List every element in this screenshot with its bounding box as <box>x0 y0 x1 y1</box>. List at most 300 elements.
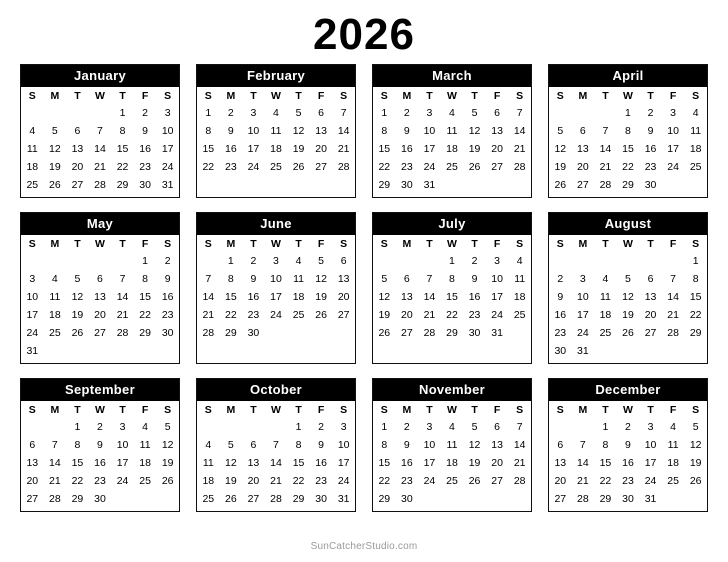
day-cell[interactable]: 5 <box>295 107 302 120</box>
day-cell[interactable]: 28 <box>270 493 282 506</box>
day-cell[interactable]: 20 <box>315 143 327 156</box>
day-cell[interactable]: 23 <box>247 309 260 322</box>
day-cell[interactable]: 10 <box>577 291 589 304</box>
day-cell[interactable]: 13 <box>644 291 657 304</box>
day-cell[interactable]: 16 <box>161 291 174 304</box>
day-cell[interactable]: 30 <box>554 345 567 358</box>
day-cell[interactable]: 14 <box>49 457 61 470</box>
day-cell[interactable]: 4 <box>692 107 699 120</box>
day-cell[interactable]: 8 <box>692 273 699 286</box>
day-cell[interactable]: 7 <box>426 273 433 286</box>
day-cell[interactable]: 16 <box>315 457 327 470</box>
day-cell[interactable]: 16 <box>622 457 634 470</box>
day-cell[interactable]: 8 <box>142 273 149 286</box>
day-cell[interactable]: 1 <box>381 107 388 120</box>
day-cell[interactable]: 15 <box>116 143 129 156</box>
day-cell[interactable]: 1 <box>602 421 609 434</box>
day-cell[interactable]: 6 <box>29 439 36 452</box>
day-cell[interactable]: 28 <box>599 179 612 192</box>
day-cell[interactable]: 5 <box>557 125 564 138</box>
day-cell[interactable]: 12 <box>225 457 237 470</box>
day-cell[interactable]: 29 <box>139 327 151 340</box>
day-cell[interactable]: 19 <box>622 309 634 322</box>
day-cell[interactable]: 12 <box>468 439 481 452</box>
day-cell[interactable]: 23 <box>401 161 413 174</box>
day-cell[interactable]: 6 <box>494 107 501 120</box>
day-cell[interactable]: 4 <box>29 125 36 138</box>
day-cell[interactable]: 21 <box>513 457 526 470</box>
day-cell[interactable]: 30 <box>161 327 174 340</box>
day-cell[interactable]: 18 <box>49 309 61 322</box>
day-cell[interactable]: 27 <box>94 327 106 340</box>
day-cell[interactable]: 21 <box>577 475 589 488</box>
day-cell[interactable]: 11 <box>690 125 702 138</box>
day-cell[interactable]: 18 <box>446 143 458 156</box>
day-cell[interactable]: 25 <box>599 327 612 340</box>
day-cell[interactable]: 5 <box>471 107 478 120</box>
day-cell[interactable]: 23 <box>401 475 413 488</box>
day-cell[interactable]: 22 <box>71 475 84 488</box>
day-cell[interactable]: 17 <box>161 143 174 156</box>
day-cell[interactable]: 22 <box>689 309 702 322</box>
day-cell[interactable]: 20 <box>247 475 260 488</box>
day-cell[interactable]: 3 <box>426 421 433 434</box>
day-cell[interactable]: 4 <box>51 273 58 286</box>
day-cell[interactable]: 23 <box>139 161 151 174</box>
day-cell[interactable]: 29 <box>225 327 237 340</box>
day-cell[interactable]: 18 <box>667 457 679 470</box>
day-cell[interactable]: 25 <box>139 475 151 488</box>
day-cell[interactable]: 25 <box>292 309 305 322</box>
day-cell[interactable]: 11 <box>293 273 304 286</box>
day-cell[interactable]: 23 <box>315 475 327 488</box>
day-cell[interactable]: 6 <box>579 125 586 138</box>
day-cell[interactable]: 28 <box>116 327 129 340</box>
day-cell[interactable]: 12 <box>49 143 61 156</box>
day-cell[interactable]: 9 <box>142 125 149 138</box>
day-cell[interactable]: 29 <box>116 179 129 192</box>
day-cell[interactable]: 21 <box>202 309 215 322</box>
day-cell[interactable]: 27 <box>71 179 84 192</box>
day-cell[interactable]: 22 <box>202 161 215 174</box>
day-cell[interactable]: 19 <box>468 143 481 156</box>
day-cell[interactable]: 14 <box>94 143 106 156</box>
day-cell[interactable]: 22 <box>225 309 237 322</box>
day-cell[interactable]: 22 <box>378 475 391 488</box>
day-cell[interactable]: 2 <box>647 107 654 120</box>
day-cell[interactable]: 29 <box>71 493 84 506</box>
day-cell[interactable]: 24 <box>116 475 129 488</box>
day-cell[interactable]: 19 <box>468 457 481 470</box>
day-cell[interactable]: 28 <box>202 327 215 340</box>
day-cell[interactable]: 31 <box>337 493 350 506</box>
day-cell[interactable]: 2 <box>471 255 478 268</box>
day-cell[interactable]: 6 <box>97 273 103 286</box>
day-cell[interactable]: 6 <box>318 107 325 120</box>
day-cell[interactable]: 1 <box>625 107 631 120</box>
day-cell[interactable]: 25 <box>446 475 458 488</box>
day-cell[interactable]: 9 <box>647 125 654 138</box>
day-cell[interactable]: 26 <box>292 161 305 174</box>
day-cell[interactable]: 18 <box>513 291 526 304</box>
day-cell[interactable]: 25 <box>270 161 282 174</box>
day-cell[interactable]: 8 <box>205 125 212 138</box>
day-cell[interactable]: 16 <box>644 143 657 156</box>
day-cell[interactable]: 3 <box>670 107 677 120</box>
day-cell[interactable]: 5 <box>625 273 631 286</box>
day-cell[interactable]: 16 <box>94 457 106 470</box>
day-cell[interactable]: 2 <box>625 421 631 434</box>
day-cell[interactable]: 16 <box>401 457 413 470</box>
day-cell[interactable]: 13 <box>491 125 503 138</box>
day-cell[interactable]: 9 <box>625 439 631 452</box>
day-cell[interactable]: 10 <box>423 439 436 452</box>
day-cell[interactable]: 25 <box>26 179 39 192</box>
day-cell[interactable]: 21 <box>270 475 282 488</box>
day-cell[interactable]: 1 <box>142 255 149 268</box>
day-cell[interactable]: 17 <box>491 291 503 304</box>
day-cell[interactable]: 10 <box>116 439 129 452</box>
day-cell[interactable]: 28 <box>667 327 679 340</box>
day-cell[interactable]: 19 <box>315 291 327 304</box>
day-cell[interactable]: 15 <box>689 291 702 304</box>
day-cell[interactable]: 14 <box>513 439 526 452</box>
day-cell[interactable]: 29 <box>378 493 391 506</box>
day-cell[interactable]: 20 <box>401 309 413 322</box>
day-cell[interactable]: 19 <box>292 143 305 156</box>
day-cell[interactable]: 17 <box>116 457 129 470</box>
day-cell[interactable]: 6 <box>403 273 410 286</box>
day-cell[interactable]: 28 <box>577 493 589 506</box>
day-cell[interactable]: 5 <box>227 439 234 452</box>
day-cell[interactable]: 1 <box>74 421 81 434</box>
day-cell[interactable]: 17 <box>270 291 282 304</box>
day-cell[interactable]: 30 <box>644 179 657 192</box>
day-cell[interactable]: 12 <box>378 291 391 304</box>
day-cell[interactable]: 24 <box>270 309 282 322</box>
day-cell[interactable]: 1 <box>119 107 126 120</box>
day-cell[interactable]: 27 <box>644 327 657 340</box>
day-cell[interactable]: 22 <box>139 309 151 322</box>
day-cell[interactable]: 25 <box>446 161 458 174</box>
day-cell[interactable]: 12 <box>315 273 327 286</box>
day-cell[interactable]: 24 <box>337 475 350 488</box>
day-cell[interactable]: 12 <box>71 291 84 304</box>
day-cell[interactable]: 24 <box>247 161 260 174</box>
day-cell[interactable]: 13 <box>401 291 413 304</box>
day-cell[interactable]: 7 <box>205 273 212 286</box>
day-cell[interactable]: 2 <box>557 273 564 286</box>
day-cell[interactable]: 10 <box>644 439 657 452</box>
day-cell[interactable]: 26 <box>622 327 634 340</box>
day-cell[interactable]: 11 <box>599 291 611 304</box>
day-cell[interactable]: 30 <box>94 493 106 506</box>
day-cell[interactable]: 5 <box>318 255 325 268</box>
day-cell[interactable]: 13 <box>71 143 84 156</box>
day-cell[interactable]: 18 <box>689 143 702 156</box>
day-cell[interactable]: 2 <box>250 255 257 268</box>
day-cell[interactable]: 29 <box>599 493 612 506</box>
day-cell[interactable]: 7 <box>516 421 523 434</box>
day-cell[interactable]: 8 <box>227 273 234 286</box>
day-cell[interactable]: 4 <box>273 107 279 120</box>
day-cell[interactable]: 8 <box>381 439 388 452</box>
day-cell[interactable]: 15 <box>292 457 305 470</box>
day-cell[interactable]: 16 <box>225 143 237 156</box>
day-cell[interactable]: 11 <box>26 143 38 156</box>
day-cell[interactable]: 7 <box>340 107 347 120</box>
day-cell[interactable]: 1 <box>227 255 234 268</box>
day-cell[interactable]: 8 <box>449 273 455 286</box>
day-cell[interactable]: 5 <box>74 273 81 286</box>
day-cell[interactable]: 3 <box>426 107 433 120</box>
day-cell[interactable]: 10 <box>667 125 679 138</box>
day-cell[interactable]: 28 <box>49 493 61 506</box>
day-cell[interactable]: 3 <box>119 421 126 434</box>
day-cell[interactable]: 4 <box>449 107 455 120</box>
day-cell[interactable]: 26 <box>468 475 481 488</box>
day-cell[interactable]: 13 <box>94 291 106 304</box>
day-cell[interactable]: 21 <box>49 475 61 488</box>
day-cell[interactable]: 1 <box>449 255 455 268</box>
day-cell[interactable]: 20 <box>644 309 657 322</box>
day-cell[interactable]: 25 <box>202 493 215 506</box>
day-cell[interactable]: 4 <box>516 255 523 268</box>
day-cell[interactable]: 20 <box>577 161 589 174</box>
day-cell[interactable]: 18 <box>202 475 215 488</box>
day-cell[interactable]: 9 <box>318 439 325 452</box>
day-cell[interactable]: 25 <box>49 327 61 340</box>
day-cell[interactable]: 27 <box>337 309 350 322</box>
day-cell[interactable]: 8 <box>381 125 388 138</box>
day-cell[interactable]: 10 <box>247 125 260 138</box>
day-cell[interactable]: 12 <box>292 125 305 138</box>
day-cell[interactable]: 23 <box>225 161 237 174</box>
day-cell[interactable]: 15 <box>378 457 391 470</box>
day-cell[interactable]: 22 <box>292 475 305 488</box>
day-cell[interactable]: 26 <box>689 475 702 488</box>
day-cell[interactable]: 24 <box>161 161 174 174</box>
day-cell[interactable]: 20 <box>337 291 350 304</box>
day-cell[interactable]: 8 <box>625 125 631 138</box>
day-cell[interactable]: 14 <box>423 291 436 304</box>
day-cell[interactable]: 4 <box>670 421 677 434</box>
day-cell[interactable]: 15 <box>202 143 215 156</box>
day-cell[interactable]: 26 <box>468 161 481 174</box>
day-cell[interactable]: 19 <box>554 161 567 174</box>
day-cell[interactable]: 2 <box>97 421 103 434</box>
day-cell[interactable]: 27 <box>26 493 39 506</box>
day-cell[interactable]: 10 <box>161 125 174 138</box>
day-cell[interactable]: 26 <box>554 179 567 192</box>
day-cell[interactable]: 30 <box>468 327 481 340</box>
day-cell[interactable]: 20 <box>491 143 503 156</box>
day-cell[interactable]: 23 <box>468 309 481 322</box>
day-cell[interactable]: 16 <box>554 309 567 322</box>
day-cell[interactable]: 3 <box>164 107 171 120</box>
day-cell[interactable]: 3 <box>29 273 36 286</box>
day-cell[interactable]: 10 <box>491 273 503 286</box>
day-cell[interactable]: 3 <box>250 107 257 120</box>
day-cell[interactable]: 10 <box>270 273 282 286</box>
day-cell[interactable]: 19 <box>71 309 84 322</box>
day-cell[interactable]: 24 <box>423 161 436 174</box>
day-cell[interactable]: 19 <box>225 475 237 488</box>
day-cell[interactable]: 22 <box>378 161 391 174</box>
day-cell[interactable]: 13 <box>337 273 350 286</box>
day-cell[interactable]: 5 <box>51 125 58 138</box>
day-cell[interactable]: 10 <box>423 125 436 138</box>
day-cell[interactable]: 14 <box>270 457 282 470</box>
day-cell[interactable]: 15 <box>139 291 151 304</box>
day-cell[interactable]: 11 <box>49 291 61 304</box>
day-cell[interactable]: 11 <box>202 457 214 470</box>
day-cell[interactable]: 21 <box>513 143 526 156</box>
day-cell[interactable]: 11 <box>270 125 282 138</box>
day-cell[interactable]: 24 <box>491 309 503 322</box>
day-cell[interactable]: 21 <box>116 309 129 322</box>
day-cell[interactable]: 14 <box>599 143 612 156</box>
day-cell[interactable]: 8 <box>119 125 126 138</box>
day-cell[interactable]: 12 <box>689 439 702 452</box>
day-cell[interactable]: 6 <box>557 439 564 452</box>
day-cell[interactable]: 17 <box>26 309 39 322</box>
day-cell[interactable]: 7 <box>602 125 609 138</box>
day-cell[interactable]: 15 <box>71 457 84 470</box>
day-cell[interactable]: 9 <box>164 273 171 286</box>
day-cell[interactable]: 2 <box>403 421 410 434</box>
day-cell[interactable]: 2 <box>227 107 234 120</box>
day-cell[interactable]: 25 <box>667 475 679 488</box>
day-cell[interactable]: 4 <box>295 255 302 268</box>
day-cell[interactable]: 19 <box>378 309 391 322</box>
day-cell[interactable]: 12 <box>554 143 567 156</box>
day-cell[interactable]: 8 <box>295 439 302 452</box>
day-cell[interactable]: 13 <box>554 457 567 470</box>
day-cell[interactable]: 17 <box>337 457 350 470</box>
day-cell[interactable]: 9 <box>250 273 257 286</box>
day-cell[interactable]: 17 <box>423 143 436 156</box>
day-cell[interactable]: 30 <box>315 493 327 506</box>
day-cell[interactable]: 6 <box>250 439 257 452</box>
day-cell[interactable]: 5 <box>471 421 478 434</box>
day-cell[interactable]: 11 <box>514 273 526 286</box>
day-cell[interactable]: 12 <box>161 439 174 452</box>
day-cell[interactable]: 7 <box>273 439 279 452</box>
day-cell[interactable]: 24 <box>26 327 39 340</box>
day-cell[interactable]: 12 <box>622 291 634 304</box>
day-cell[interactable]: 7 <box>119 273 126 286</box>
day-cell[interactable]: 1 <box>295 421 302 434</box>
day-cell[interactable]: 19 <box>161 457 174 470</box>
day-cell[interactable]: 15 <box>225 291 237 304</box>
day-cell[interactable]: 18 <box>139 457 151 470</box>
day-cell[interactable]: 26 <box>161 475 174 488</box>
day-cell[interactable]: 5 <box>692 421 699 434</box>
day-cell[interactable]: 1 <box>205 107 212 120</box>
day-cell[interactable]: 24 <box>577 327 589 340</box>
day-cell[interactable]: 12 <box>468 125 481 138</box>
day-cell[interactable]: 23 <box>622 475 634 488</box>
day-cell[interactable]: 30 <box>401 493 413 506</box>
day-cell[interactable]: 27 <box>554 493 567 506</box>
day-cell[interactable]: 14 <box>202 291 215 304</box>
day-cell[interactable]: 26 <box>49 179 61 192</box>
day-cell[interactable]: 29 <box>292 493 305 506</box>
day-cell[interactable]: 8 <box>74 439 81 452</box>
day-cell[interactable]: 11 <box>139 439 151 452</box>
day-cell[interactable]: 8 <box>602 439 609 452</box>
day-cell[interactable]: 18 <box>270 143 282 156</box>
day-cell[interactable]: 28 <box>513 161 526 174</box>
day-cell[interactable]: 6 <box>74 125 81 138</box>
day-cell[interactable]: 24 <box>644 475 657 488</box>
day-cell[interactable]: 16 <box>247 291 260 304</box>
day-cell[interactable]: 9 <box>97 439 103 452</box>
day-cell[interactable]: 26 <box>71 327 84 340</box>
day-cell[interactable]: 2 <box>318 421 325 434</box>
day-cell[interactable]: 13 <box>26 457 39 470</box>
day-cell[interactable]: 10 <box>26 291 39 304</box>
day-cell[interactable]: 7 <box>670 273 677 286</box>
day-cell[interactable]: 21 <box>667 309 679 322</box>
day-cell[interactable]: 18 <box>599 309 612 322</box>
day-cell[interactable]: 20 <box>554 475 567 488</box>
day-cell[interactable]: 23 <box>644 161 657 174</box>
day-cell[interactable]: 14 <box>667 291 679 304</box>
day-cell[interactable]: 6 <box>494 421 501 434</box>
day-cell[interactable]: 31 <box>577 345 589 358</box>
day-cell[interactable]: 22 <box>446 309 458 322</box>
day-cell[interactable]: 4 <box>205 439 212 452</box>
day-cell[interactable]: 9 <box>403 439 410 452</box>
day-cell[interactable]: 28 <box>337 161 350 174</box>
day-cell[interactable]: 27 <box>577 179 589 192</box>
day-cell[interactable]: 14 <box>337 125 350 138</box>
day-cell[interactable]: 7 <box>516 107 523 120</box>
day-cell[interactable]: 10 <box>337 439 350 452</box>
day-cell[interactable]: 24 <box>667 161 679 174</box>
day-cell[interactable]: 17 <box>247 143 260 156</box>
day-cell[interactable]: 7 <box>579 439 586 452</box>
day-cell[interactable]: 26 <box>378 327 391 340</box>
day-cell[interactable]: 3 <box>340 421 347 434</box>
day-cell[interactable]: 18 <box>446 457 458 470</box>
day-cell[interactable]: 25 <box>513 309 526 322</box>
day-cell[interactable]: 16 <box>139 143 151 156</box>
day-cell[interactable]: 17 <box>644 457 657 470</box>
day-cell[interactable]: 1 <box>381 421 388 434</box>
day-cell[interactable]: 26 <box>225 493 237 506</box>
day-cell[interactable]: 21 <box>337 143 350 156</box>
day-cell[interactable]: 27 <box>247 493 260 506</box>
day-cell[interactable]: 13 <box>315 125 327 138</box>
day-cell[interactable]: 3 <box>273 255 279 268</box>
day-cell[interactable]: 3 <box>494 255 501 268</box>
day-cell[interactable]: 13 <box>247 457 260 470</box>
day-cell[interactable]: 21 <box>94 161 106 174</box>
day-cell[interactable]: 17 <box>577 309 589 322</box>
day-cell[interactable]: 26 <box>315 309 327 322</box>
day-cell[interactable]: 9 <box>403 125 410 138</box>
day-cell[interactable]: 31 <box>491 327 503 340</box>
day-cell[interactable]: 4 <box>142 421 149 434</box>
day-cell[interactable]: 27 <box>401 327 413 340</box>
day-cell[interactable]: 28 <box>94 179 106 192</box>
day-cell[interactable]: 30 <box>401 179 413 192</box>
day-cell[interactable]: 1 <box>692 255 699 268</box>
day-cell[interactable]: 14 <box>116 291 129 304</box>
